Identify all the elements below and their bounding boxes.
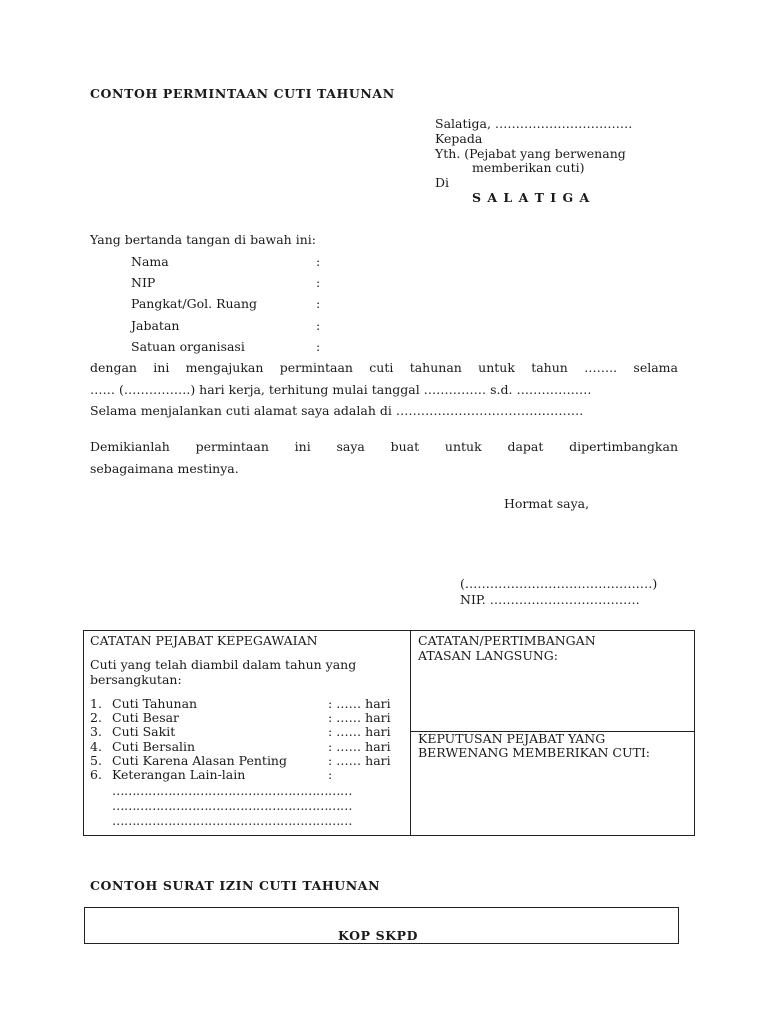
list-item-value: : …… hari xyxy=(328,710,391,725)
field-colon: : xyxy=(316,339,321,354)
list-item-label: Cuti Tahunan xyxy=(112,696,198,711)
intro-text: Yang bertanda tangan di bawah ini: xyxy=(90,232,316,247)
field-label-jabatan: Jabatan xyxy=(131,318,180,333)
field-colon: : xyxy=(316,275,321,290)
left-sub-1: Cuti yang telah diambil dalam tahun yang xyxy=(90,657,357,672)
field-label-nip: NIP xyxy=(131,275,156,290)
list-item-label: Cuti Besar xyxy=(112,710,180,725)
list-item-value: : …… hari xyxy=(328,724,391,739)
list-item-num: 1. xyxy=(90,696,102,711)
list-item-value: : …… hari xyxy=(328,753,391,768)
field-label-satuan: Satuan organisasi xyxy=(131,339,245,354)
right-bottom-heading-2: BERWENANG MEMBERIKAN CUTI: xyxy=(418,745,651,760)
list-item-label: Cuti Bersalin xyxy=(112,739,196,754)
list-item-label: Cuti Karena Alasan Penting xyxy=(112,753,287,768)
field-colon: : xyxy=(316,254,321,269)
form2-title: CONTOH SURAT IZIN CUTI TAHUNAN xyxy=(90,878,381,893)
closing-line-1: Demikianlah permintaan ini saya buat untuk dapat dipertimbangkan xyxy=(90,439,678,454)
list-item-label: Cuti Sakit xyxy=(112,724,176,739)
dotted-line: …………………………………………………… xyxy=(112,783,352,798)
left-heading: CATATAN PEJABAT KEPEGAWAIAN xyxy=(90,633,318,648)
right-top-heading-2: ATASAN LANGSUNG: xyxy=(418,648,559,663)
field-colon: : xyxy=(316,296,321,311)
yth-line-1: Yth. (Pejabat yang berwenang xyxy=(435,146,626,161)
city-name: S A L A T I G A xyxy=(472,190,591,205)
field-colon: : xyxy=(316,318,321,333)
right-top-heading-1: CATATAN/PERTIMBANGAN xyxy=(418,633,596,648)
closing-line-2: sebagaimana mestinya. xyxy=(90,461,239,476)
list-item-value: : xyxy=(328,767,333,782)
list-item-num: 6. xyxy=(90,767,102,782)
list-item-num: 4. xyxy=(90,739,102,754)
list-item-num: 3. xyxy=(90,724,102,739)
signature-nip: NIP. ……………………………… xyxy=(460,592,640,607)
list-item-value: : …… hari xyxy=(328,739,391,754)
right-bottom-heading-1: KEPUTUSAN PEJABAT YANG xyxy=(418,731,606,746)
request-line-2: …… (…………….) hari kerja, terhitung mulai tanggal …………… s.d. ……………… xyxy=(90,382,592,397)
list-item-label: Keterangan Lain-lain xyxy=(112,767,246,782)
field-label-pangkat: Pangkat/Gol. Ruang xyxy=(131,296,258,311)
dotted-line: …………………………………………………… xyxy=(112,798,352,813)
form-title: CONTOH PERMINTAAN CUTI TAHUNAN xyxy=(90,86,395,101)
place-date: Salatiga, …………………………… xyxy=(435,116,633,131)
address-line: Selama menjalankan cuti alamat saya adalah di ……………………………………… xyxy=(90,403,584,418)
signature-name-blank: (………………………………………) xyxy=(460,576,658,591)
left-sub-2: bersangkutan: xyxy=(90,672,182,687)
signature-greeting: Hormat saya, xyxy=(504,496,590,511)
list-item-value: : …… hari xyxy=(328,696,391,711)
di-label: Di xyxy=(435,175,450,190)
request-line-1: dengan ini mengajukan permintaan cuti tahunan untuk tahun …….. selama xyxy=(90,360,678,375)
kepada-label: Kepada xyxy=(435,131,483,146)
table-divider-vertical xyxy=(410,630,411,836)
list-item-num: 2. xyxy=(90,710,102,725)
kop-label: KOP SKPD xyxy=(338,928,419,943)
dotted-line: …………………………………………………… xyxy=(112,813,352,828)
list-item-num: 5. xyxy=(90,753,102,768)
yth-line-2: memberikan cuti) xyxy=(472,160,585,175)
field-label-nama: Nama xyxy=(131,254,169,269)
